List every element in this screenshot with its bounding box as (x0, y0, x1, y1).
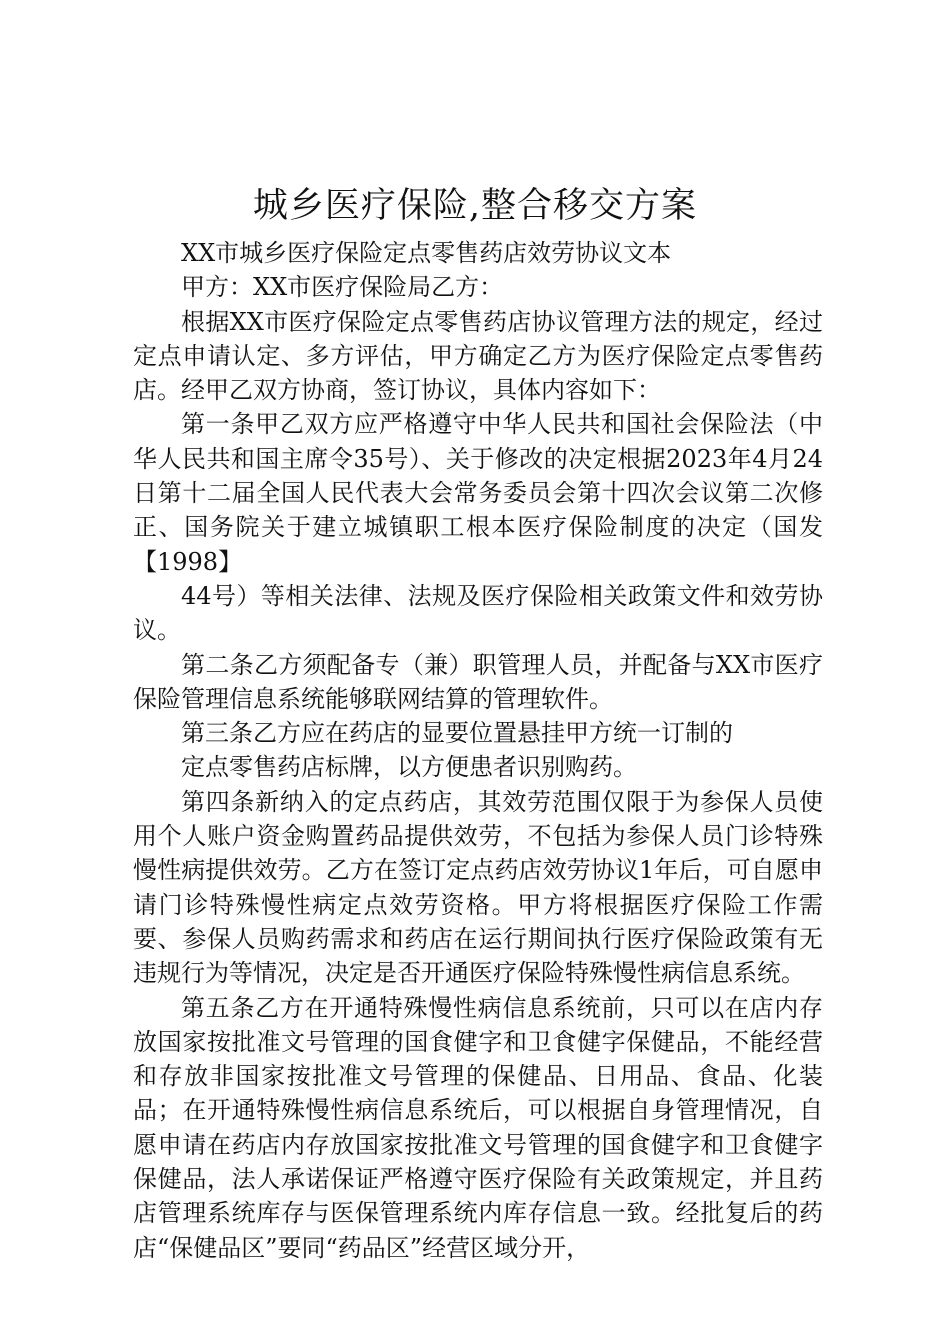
paragraph-agreement-title: XX市城乡医疗保险定点零售药店效劳协议文本 (181, 239, 672, 267)
paragraph-article-3: 第三条乙方应在药店的显要位置悬挂甲方统一订制的 (181, 719, 733, 748)
paragraph-article-2: 第二条乙方须配备专（兼）职管理人员，并配备与XX市医疗保险管理信息系统能够联网结算的管理软件。 (133, 650, 823, 713)
document-body (133, 236, 823, 1265)
paragraph-article-3-continued: 定点零售药店标牌，以方便患者识别购药。 (181, 753, 637, 782)
document-title: 城乡医疗保险,整合移交方案 (252, 186, 698, 226)
paragraph-article-1-continued: 44号）等相关法律、法规及医疗保险相关政策文件和效劳协议。 (133, 581, 823, 645)
paragraph-preamble: 根据XX市医疗保险定点零售药店协议管理方法的规定，经过定点申请认定、多方评估，甲方确定乙方为医疗保险定点零售药店。经甲乙双方协商，签订协议，具体内容如下： (133, 307, 823, 405)
paragraph-parties: 甲方：XX市医疗保险局乙方： (181, 273, 504, 302)
paragraph-article-4: 第四条新纳入的定点药店，其效劳范围仅限于为参保人员使用个人账户资金购置药品提供效劳，不包括为参保人员门诊特殊慢性病提供效劳。乙方在签订定点药店效劳协议1年后，可自愿申请门诊特殊慢性病定点效劳资格。甲方将根据医疗保险工作需要、参保人员购药需求和药店在运行期间执行医疗保险政策有无违规行为等情况，决定是否开通医疗保险特殊慢性病信息系统。 (133, 787, 823, 988)
paragraph-article-1: 第一条甲乙双方应严格遵守中华人民共和国社会保险法（中华人民共和国主席令35号）、关于修改的决定根据2023年4月24日第十二届全国人民代表大会常务委员会第十四次会议第二次修正、国务院关于建立城镇职工根本医疗保险制度的决定（国发【1998】 (133, 410, 823, 576)
paragraph-article-5: 第五条乙方在开通特殊慢性病信息系统前，只可以在店内存放国家按批准文号管理的国食健字和卫食健字保健品，不能经营和存放非国家按批准文号管理的保健品、日用品、食品、化装品；在开通特殊慢性病信息系统后，可以根据自身管理情况，自愿申请在药店内存放国家按批准文号管理的国食健字和卫食健字保健品，法人承诺保证严格遵守医疗保险有关政策规定，并且药店管理系统库存与医保管理系统内库存信息一致。经批复后的药店“保健品区”要同“药品区”经营区域分开， (133, 993, 823, 1262)
